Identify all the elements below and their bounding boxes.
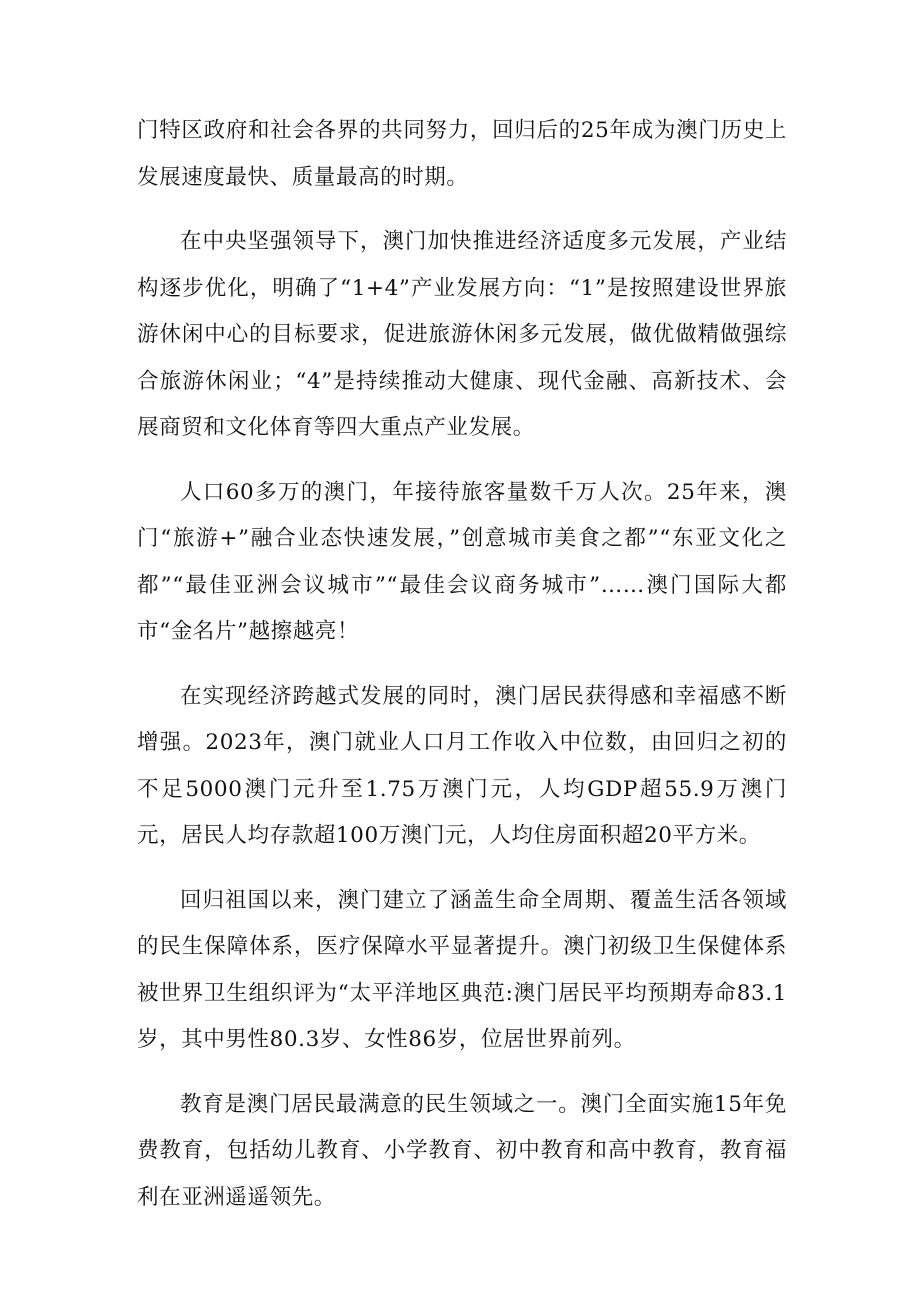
document-body	[137, 108, 787, 1239]
paragraph-healthcare: 回归祖国以来，澳门建立了涵盖生命全周期、覆盖生活各领域的民生保障体系，医疗保障水平显著提升。澳门初级卫生保健体系被世界卫生组织评为“太平洋地区典范:澳门居民平均预期寿命83.1岁，其中男性80.3岁、女性86岁，位居世界前列。	[137, 887, 787, 1052]
paragraph-education: 教育是澳门居民最满意的民生领域之一。澳门全面实施15年免费教育，包括幼儿教育、小学教育、初中教育和高中教育，教育福利在亚洲遥遥领先。	[137, 1091, 787, 1210]
paragraph-industry: 在中央坚强领导下，澳门加快推进经济适度多元发展，产业结构逐步优化，明确了“1+4”产业发展方向：“1”是按照建设世界旅游休闲中心的目标要求，促进旅游休闲多元发展，做优做精做强综合旅游休闲业；“4”是持续推动大健康、现代金融、高新技术、会展商贸和文化体育等四大重点产业发展。	[137, 229, 787, 440]
paragraph-continued: 门特区政府和社会各界的共同努力，回归后的25年成为澳门历史上发展速度最快、质量最高的时期。	[137, 118, 787, 190]
paragraph-tourism: 人口60多万的澳门，年接待旅客量数千万人次。25年来，澳门“旅游+”融合业态快速发展，”创意城市美食之都”“东亚文化之都”“最佳亚洲会议城市”“最佳会议商务城市”……澳门国际大都市“金名片”越擦越亮！	[137, 479, 787, 644]
paragraph-income: 在实现经济跨越式发展的同时，澳门居民获得感和幸福感不断增强。2023年，澳门就业人口月工作收入中位数，由回归之初的不足5000澳门元升至1.75万澳门元，人均GDP超55.9万澳门元，居民人均存款超100万澳门元，人均住房面积超20平方米。	[137, 683, 787, 848]
